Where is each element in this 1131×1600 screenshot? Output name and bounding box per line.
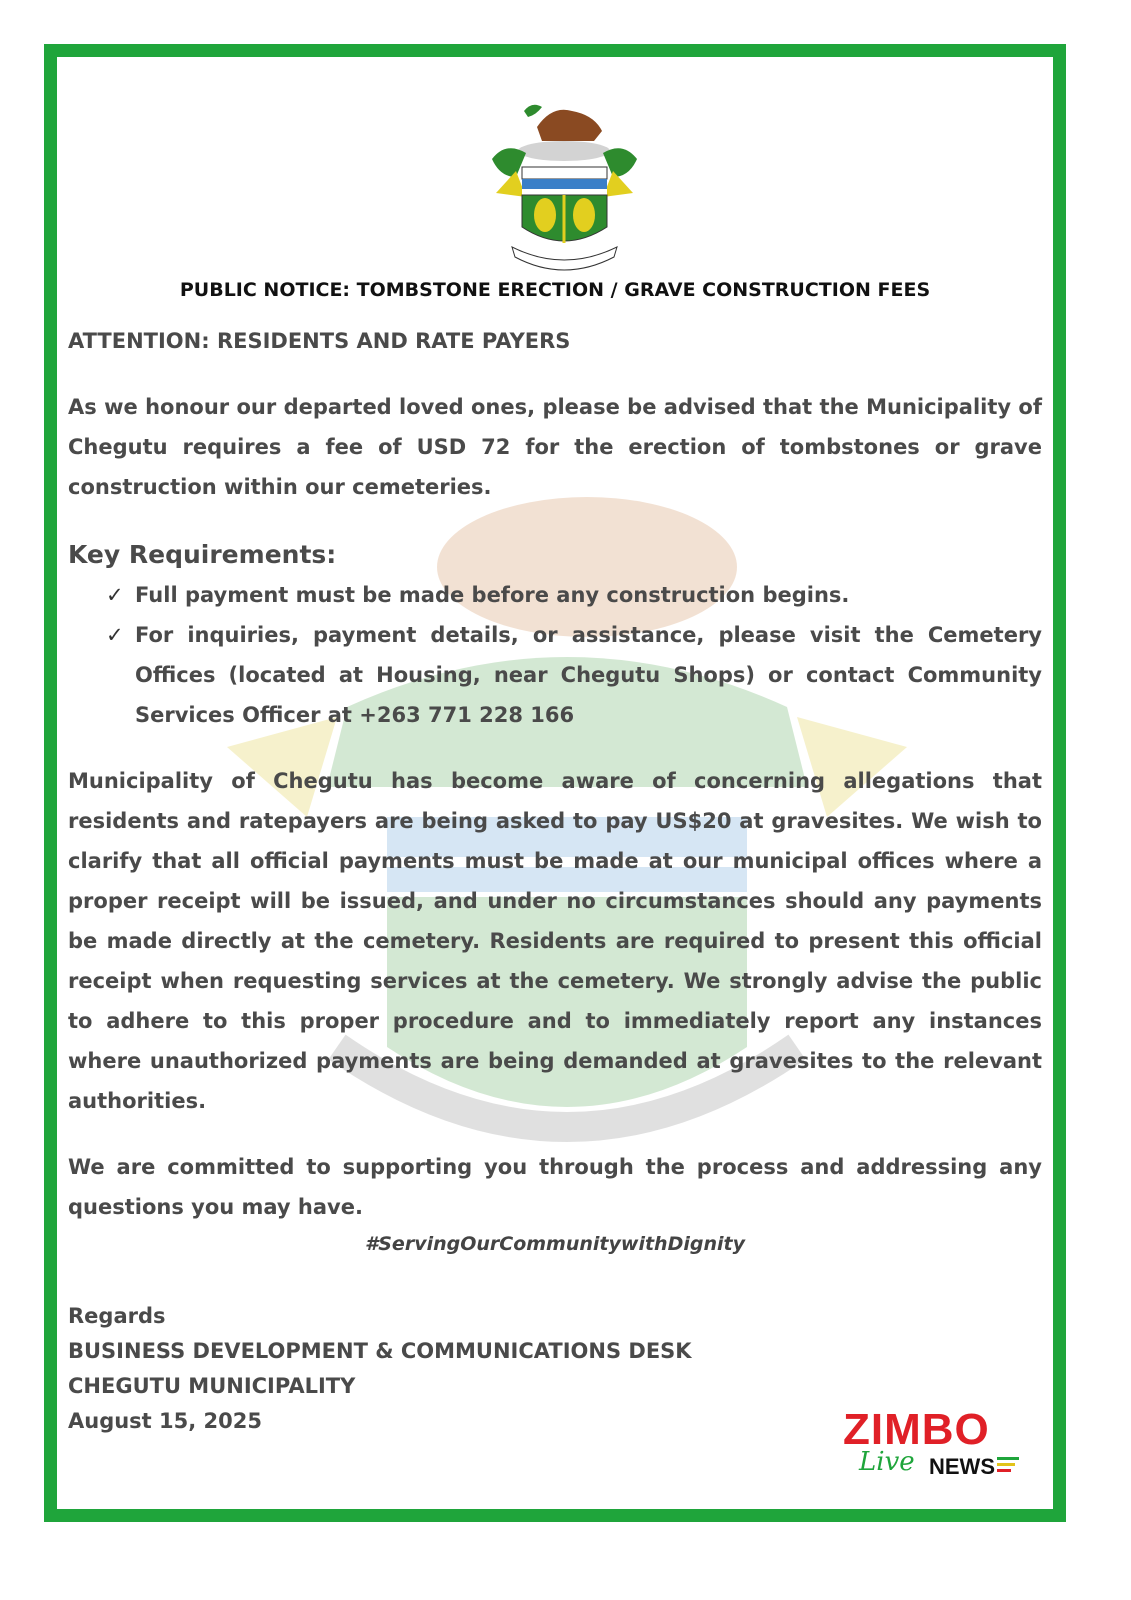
notice-frame	[44, 44, 1066, 1522]
notice-date: August 15, 2025	[68, 1409, 262, 1433]
notice-title: PUBLIC NOTICE: TOMBSTONE ERECTION / GRAVE CONSTRUCTION FEES	[179, 279, 931, 301]
requirement-text: Full payment must be made before any construction begins.	[135, 583, 850, 607]
logo-flag-bars-icon	[997, 1457, 1019, 1475]
intro-paragraph: As we honour our departed loved ones, please be advised that the Municipality of Chegutu requires a fee of USD 72 for the erection of tombstones or grave construction within our cemeteries.	[68, 395, 1042, 499]
notice-content	[68, 275, 1042, 1439]
list-item	[106, 615, 1042, 735]
commitment-paragraph: We are committed to supporting you through the process and addressing any questions you may have.	[68, 1155, 1042, 1219]
municipal-crest-icon	[482, 97, 647, 272]
logo-news-text: NEWS	[929, 1454, 995, 1479]
zimbo-live-news-logo	[837, 1407, 1033, 1485]
desk-name: BUSINESS DEVELOPMENT & COMMUNICATIONS DESK	[68, 1339, 692, 1363]
logo-live-text: Live	[859, 1447, 915, 1477]
list-item	[106, 575, 1042, 615]
attention-heading: ATTENTION: RESIDENTS AND RATE PAYERS	[68, 329, 571, 353]
hashtag: #ServingOurCommunitywithDignity	[365, 1233, 745, 1255]
clarification-paragraph: Municipality of Chegutu has become aware of concerning allegations that residents and ratepayers are being asked to pay US$20 at gravesites. We wish to clarify that all official payments must be made at our municipal offices where a proper receipt will be issued, and under no circumstances should any payments be made directly at the cemetery. Residents are required to present this official receipt when requesting services at the cemetery. We strongly advise the public to adhere to this proper procedure and to immediately report any instances where unauthorized payments are being demanded at gravesites to the relevant authorities.	[68, 769, 1042, 1113]
checkmark-icon: ✓	[106, 623, 124, 647]
regards-text: Regards	[68, 1304, 166, 1328]
key-requirements-heading: Key Requirements:	[68, 540, 337, 569]
requirements-list	[68, 575, 1042, 735]
organization-name: CHEGUTU MUNICIPALITY	[68, 1374, 356, 1398]
logo-brand-text: ZIMBO	[843, 1405, 990, 1454]
requirement-text: For inquiries, payment details, or assistance, please visit the Cemetery Offices (located at Housing, near Chegutu Shops) or contact Community Services Officer at +263 771 228 166	[135, 623, 1042, 727]
checkmark-icon: ✓	[106, 583, 124, 607]
